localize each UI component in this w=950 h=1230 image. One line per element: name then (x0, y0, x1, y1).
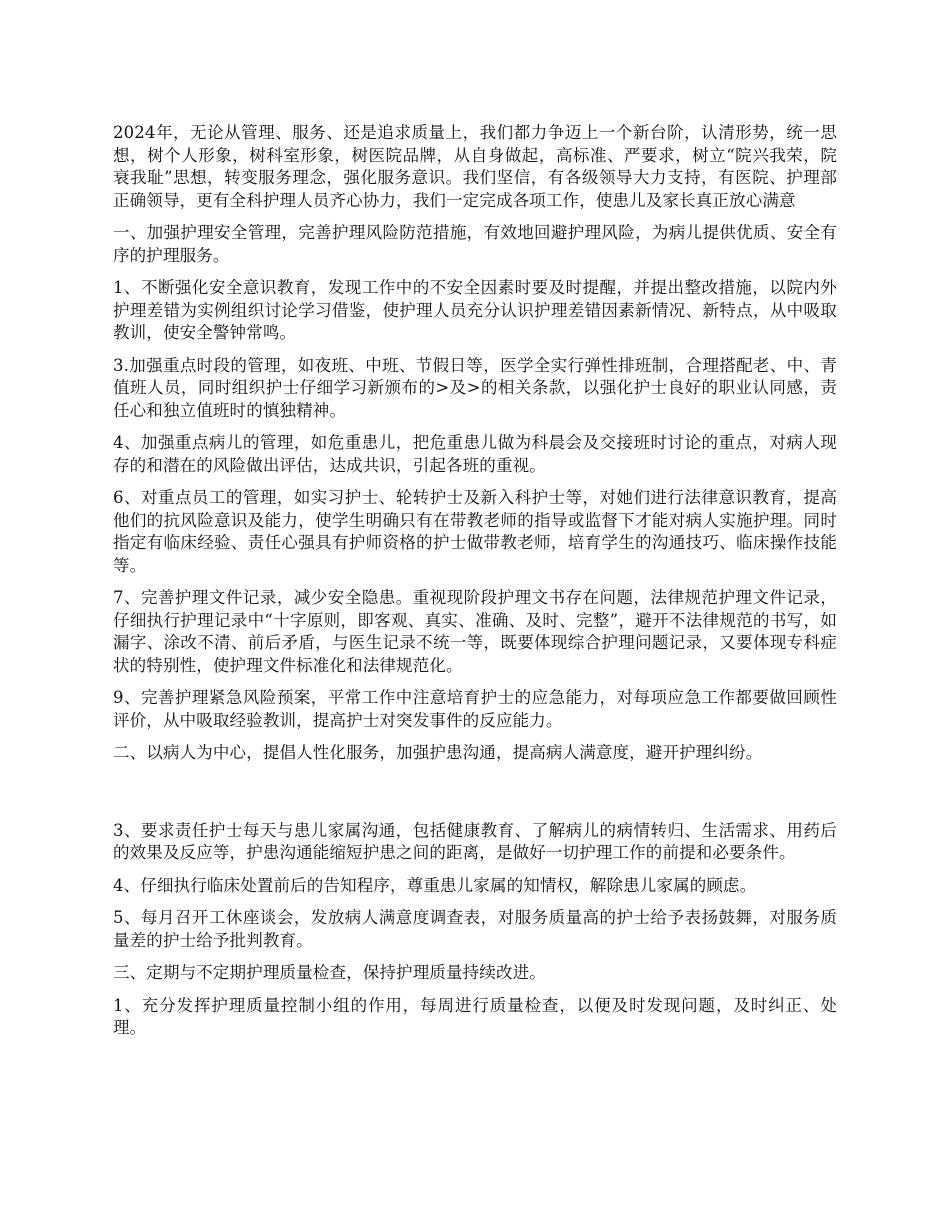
paragraph-item-3: 3.加强重点时段的管理，如夜班、中班、节假日等，医学全实行弹性排班制，合理搭配老、中、青值班人员，同时组织护士仔细学习新颁布的>及>的相关条款，以强化护士良好的职业认同感，责任心和独立值班时的慎独精神。 (113, 355, 837, 420)
paragraph-item-4: 4、加强重点病儿的管理，如危重患儿，把危重患儿做为科晨会及交接班时讨论的重点，对病人现存的和潜在的风险做出评估，达成共识，引起各班的重视。 (113, 433, 837, 475)
section-heading-3: 三、定期与不定期护理质量检查，保持护理质量持续改进。 (113, 963, 546, 982)
paragraph-item-1c: 1、充分发挥护理质量控制小组的作用，每周进行质量检查，以便及时发现问题，及时纠正、处理。 (113, 995, 837, 1037)
paragraph-item-9: 9、完善护理紧急风险预案，平常工作中注意培育护士的应急能力，对每项应急工作都要做回顾性评价，从中吸取经验教训，提高护士对突发事件的反应能力。 (113, 688, 837, 730)
paragraph-item-3b: 3、要求责任护士每天与患儿家属沟通，包括健康教育、了解病儿的病情转归、生活需求、用药后的效果及反应等，护患沟通能缩短护患之间的距离，是做好一切护理工作的前提和必要条件。 (113, 820, 837, 862)
blank-gap (113, 775, 837, 820)
paragraph-item-7: 7、完善护理文件记录，减少安全隐患。重视现阶段护理文书存在问题，法律规范护理文件记录，仔细执行护理记录中“十字原则，即客观、真实、准确、及时、完整”，避开不法律规范的书写，如漏字、涂改不清、前后矛盾，与医生记录不统一等，既要体现综合护理问题记录，又要体现专科症状的特别性，使护理文件标准化和法律规范化。 (113, 588, 837, 675)
section-heading-1: 一、加强护理安全管理，完善护理风险防范措施，有效地回避护理风险，为病儿提供优质、安全有序的护理服务。 (113, 223, 837, 265)
paragraph-item-5b: 5、每月召开工休座谈会，发放病人满意度调查表，对服务质量高的护士给予表扬鼓舞，对服务质量差的护士给予批判教育。 (113, 908, 837, 950)
section-heading-2: 二、以病人为中心，提倡人性化服务，加强护患沟通，提高病人满意度，避开护理纠纷。 (113, 743, 763, 762)
paragraph-intro: 2024年，无论从管理、服务、还是追求质量上，我们都力争迈上一个新台阶，认清形势，统一思想，树个人形象，树科室形象，树医院品牌，从自身做起，高标准、严要求，树立“院兴我荣，院衰我耻”思想，转变服务理念，强化服务意识。我们坚信，有各级领导大力支持，有医院、护理部正确领导，更有全科护理人员齐心协力，我们一定完成各项工作，使患儿及家长真正放心满意 (113, 123, 837, 210)
document-body (113, 122, 837, 1050)
paragraph-item-4b: 4、仔细执行临床处置前后的告知程序，尊重患儿家属的知情权，解除患儿家属的顾虑。 (113, 875, 757, 895)
paragraph-item-1: 1、不断强化安全意识教育，发现工作中的不安全因素时要及时提醒，并提出整改措施，以院内外护理差错为实例组织讨论学习借鉴，使护理人员充分认识护理差错因素新情况、新特点，从中吸取教训，使安全警钟常鸣。 (113, 278, 837, 342)
paragraph-item-6: 6、对重点员工的管理，如实习护士、轮转护士及新入科护士等，对她们进行法律意识教育，提高他们的抗风险意识及能力，使学生明确只有在带教老师的指导或监督下才能对病人实施护理。同时指定有临床经验、责任心强具有护师资格的护士做带教老师，培育学生的沟通技巧、临床操作技能等。 (113, 488, 837, 575)
